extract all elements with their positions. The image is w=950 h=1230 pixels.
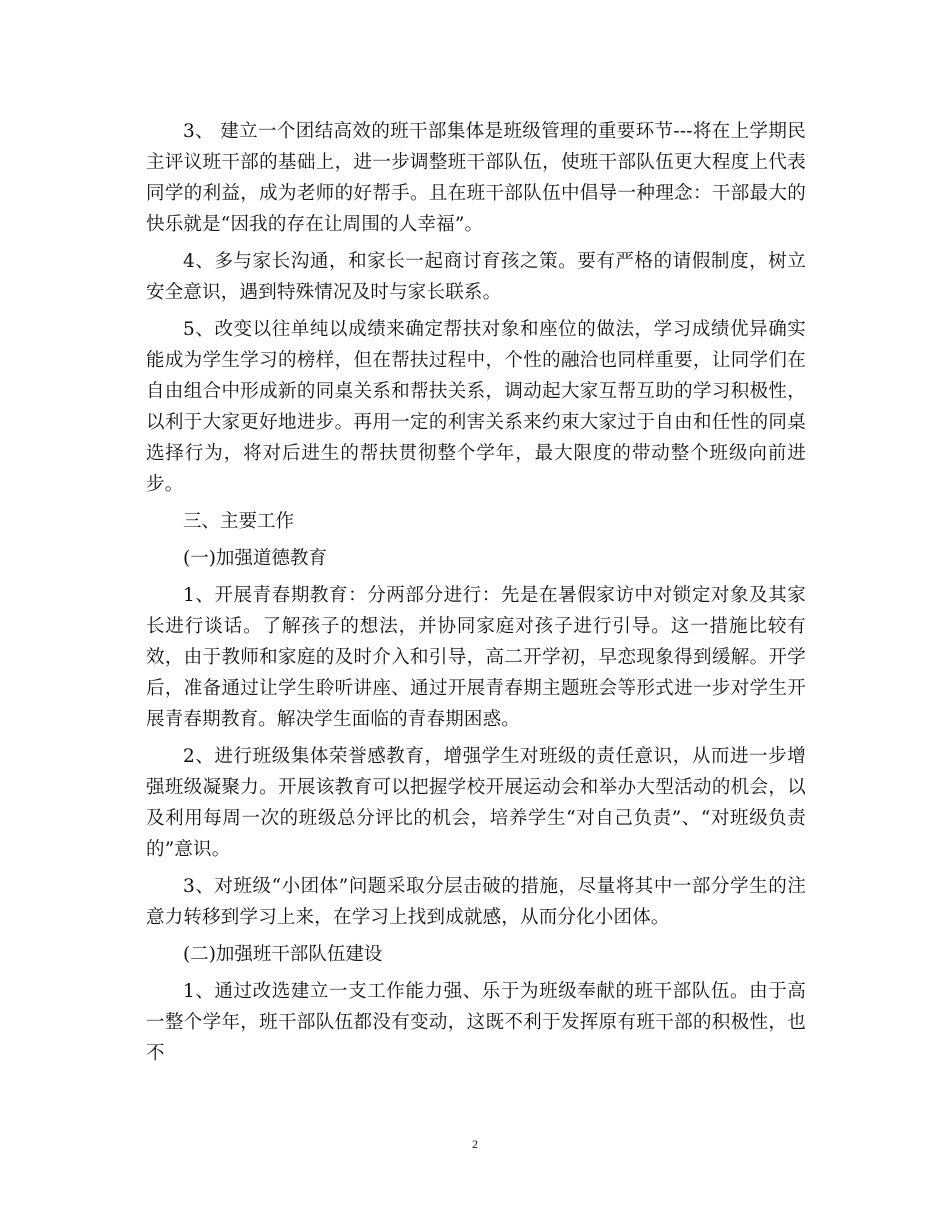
paragraph-cadre-election: 1、通过改选建立一支工作能力强、乐于为班级奉献的班干部队伍。由于高一整个学年，班干部队伍都没有变动，这既不利于发挥原有班干部的积极性，也不 <box>146 981 806 1064</box>
paragraph-small-groups: 3、对班级“小团体”问题采取分层击破的措施，尽量将其中一部分学生的注意力转移到学习上来，在学习上找到成就感，从而分化小团体。 <box>146 876 806 928</box>
paragraph-seating-arrangement: 5、改变以往单纯以成绩来确定帮扶对象和座位的做法，学习成绩优异确实能成为学生学习的榜样，但在帮扶过程中，个性的融洽也同样重要，让同学们在自由组合中形成新的同桌关系和帮扶关系，调动起大家互帮互助的学习积极性，以利于大家更好地进步。再用一定的利害关系来约束大家过于自由和任性的同桌选择行为，将对后进生的帮扶贯彻整个学年，最大限度的带动整个班级向前进步。 <box>146 319 806 495</box>
paragraph-parent-communication: 4、多与家长沟通，和家长一起商讨育孩之策。要有严格的请假制度，树立安全意识，遇到特殊情况及时与家长联系。 <box>146 251 806 303</box>
paragraph-collective-honor: 2、进行班级集体荣誉感教育，增强学生对班级的责任意识，从而进一步增强班级凝聚力。开展该教育可以把握学校开展运动会和举办大型活动的机会，以及利用每周一次的班级总分评比的机会，培养学生“对自己负责”、“对班级负责的”意识。 <box>146 746 806 860</box>
paragraph-adolescence-education: 1、开展青春期教育：分两部分进行：先是在暑假家访中对锁定对象及其家长进行谈话。了解孩子的想法，并协同家庭对孩子进行引导。这一措施比较有效，由于教师和家庭的及时介入和引导，高二开学初，早恋现象得到缓解。开学后，准备通过让学生聆听讲座、通过开展青春期主题班会等形式进一步对学生开展青春期教育。解决学生面临的青春期困惑。 <box>146 585 806 730</box>
paragraph-class-committee: 3、 建立一个团结高效的班干部集体是班级管理的重要环节---将在上学期民主评议班干部的基础上，进一步调整班干部队伍，使班干部队伍更大程度上代表同学的利益，成为老师的好帮手。且在班干部队伍中倡导一种理念：干部最大的快乐就是“因我的存在让周围的人幸福”。 <box>146 121 806 235</box>
subsection-heading-class-cadres: (二)加强班干部队伍建设 <box>183 944 383 965</box>
document-body <box>146 116 806 1075</box>
subsection-heading-moral-education: (一)加强道德教育 <box>183 548 327 569</box>
section-heading-main-work: 三、主要工作 <box>183 511 295 532</box>
page-number: 2 <box>472 1137 478 1151</box>
